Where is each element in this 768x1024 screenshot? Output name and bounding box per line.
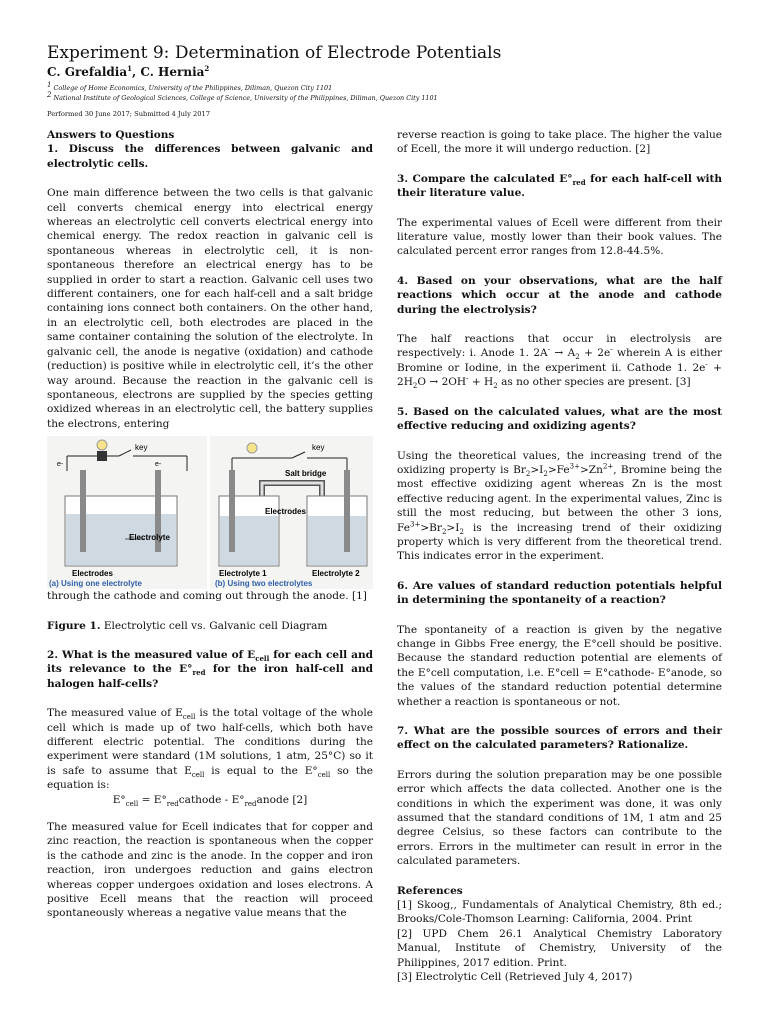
- a5-superscript: 2+: [602, 462, 614, 471]
- a5-part: >Fe: [547, 463, 570, 476]
- q2-subscript: cell: [255, 654, 270, 664]
- submission-dates: Performed 30 June 2017; Submitted 4 July 2017: [47, 110, 210, 118]
- a5-part: Using the theoretical values, the increasing trend of the oxidizing property is Br: [397, 449, 722, 476]
- q2-part: for the iron half-cell and halogen half-cells?: [47, 663, 374, 690]
- electrolyte-1-solution: [220, 516, 278, 565]
- a5-part: >Br: [420, 521, 442, 534]
- reference-3: [3] Electrolytic Cell (Retrieved July 4, 2017): [397, 971, 633, 984]
- a5-part: >I: [530, 463, 544, 476]
- question-5: 5. Based on the calculated values, what are the most effective reducing and oxidizing agents?: [397, 405, 722, 433]
- a4-subscript: 2: [493, 382, 498, 391]
- salt-bridge-label: Salt bridge: [285, 469, 327, 479]
- a4-part: + 2H: [397, 361, 722, 389]
- question-1: 1. Discuss the differences between galvanic and electrolytic cells.: [47, 143, 373, 170]
- electrolyte-label: Electrolyte: [129, 533, 170, 543]
- eq-subscript: red: [244, 799, 257, 808]
- a5-part: is the increasing trend of their oxidizing property which is very different from the theoretical trend. This indicates error in the experiment.: [397, 521, 722, 563]
- q3-part: for each half-cell with their literature value.: [397, 172, 722, 200]
- reference-2: [2] UPD Chem 26.1 Analytical Chemistry Laboratory Manual, Institute of Chemistry, University of the Philippines, 2017 edition. Print.: [397, 927, 722, 969]
- electrodes-label-a: Electrodes: [72, 569, 113, 579]
- affiliation-1-text: College of Home Economics, University of the Philippines, Diliman, Quezon City 1101: [53, 84, 333, 92]
- author-separator: ,: [132, 65, 141, 79]
- a5-subscript: 2: [441, 527, 447, 536]
- a4-subscript: 2: [575, 353, 580, 362]
- eq-subscript: cell: [125, 799, 139, 808]
- a2-part: The measured value of E: [47, 707, 183, 720]
- answer-5: [397, 449, 722, 564]
- a4-superscript: -: [610, 345, 613, 354]
- author-2-affiliation: 2: [204, 64, 210, 73]
- electrolyte-2-solution: [308, 516, 366, 565]
- a5-part: >Zn: [579, 463, 603, 476]
- eq-part: E°: [112, 793, 126, 806]
- bulb-icon: [97, 440, 107, 450]
- affiliation-2: [47, 90, 727, 103]
- electrode: [344, 470, 350, 552]
- electrolyte-2-label: Electrolyte 2: [312, 569, 360, 579]
- a4-part: as no other species are present. [3]: [497, 376, 691, 389]
- cell-diagram: [47, 436, 373, 589]
- electron-label: e-: [57, 461, 64, 469]
- a4-part: → A: [550, 347, 576, 360]
- a4-superscript: -: [547, 345, 551, 354]
- question-6: 6. Are values of standard reduction potentials helpful in determining the spontaneity of a reaction?: [397, 579, 722, 607]
- question-3: [397, 172, 722, 201]
- affiliation-2-mark: 2: [47, 90, 52, 99]
- battery-icon: [97, 451, 107, 461]
- electrolytic-cell-diagram: [47, 436, 207, 589]
- affiliation-1: [47, 80, 727, 93]
- a2-part: is the total voltage of the whole cell which is made up of two half-cells, which both have different electric potential. The conditions during the experiment were standard (1M solutions, 1 atm, 25°C) so it is safe to assume that E: [47, 707, 373, 777]
- cell-equation: [47, 793, 373, 807]
- references-heading: References: [397, 884, 463, 897]
- answer-4: [397, 332, 722, 390]
- answer-3: The experimental values of Ecell were different from their literature value, mostly lower than their book values. The calculated percent error ranges from 12.8-44.5%.: [397, 216, 722, 258]
- electrode: [229, 470, 235, 552]
- subcaption-b: (b) Using two electrolytes: [215, 579, 313, 589]
- paper-title: Experiment 9: Determination of Electrode Potentials: [47, 43, 502, 63]
- answer-2-body: The measured value for Ecell indicates that for copper and zinc reaction, the reaction is spontaneous when the copper is the cathode and zinc is the anode. In the copper and iron reaction, iron undergoes reduction and gains electron whereas copper undergoes oxidation and loses electrons. A positive Ecell means that the reaction will proceed spontaneously whereas a negative value means that the: [47, 821, 373, 920]
- electrode: [80, 470, 86, 552]
- q2-subscript: red: [192, 668, 206, 678]
- q3-part: 3. Compare the calculated E°: [397, 172, 573, 185]
- question-7: 7. What are the possible sources of errors and their effect on the calculated parameters? Rationalize.: [397, 725, 722, 752]
- a4-part: + 2e: [579, 347, 611, 360]
- figure-1: [47, 436, 373, 589]
- reference-1: [1] Skoog,, Fundamentals of Analytical Chemistry, 8th ed.; Brooks/Cole-Thomson Learning: California, 2004. Print: [397, 899, 722, 926]
- a2-subscript: cell: [182, 713, 196, 722]
- eq-part: = E°: [138, 793, 167, 806]
- paper-header: [47, 42, 727, 118]
- a5-superscript: 3+: [569, 462, 580, 471]
- figure-caption: [47, 619, 373, 633]
- key-label-a: key: [135, 443, 148, 453]
- figure-label: Figure 1.: [47, 619, 101, 632]
- author-2: C. Hernia: [140, 65, 205, 79]
- answer-2: [47, 706, 373, 792]
- a4-part: wherein A is either Bromine or Iodine, in the experiment ii. Cathode 1. 2e: [397, 347, 722, 374]
- figure-caption-text: Electrolytic cell vs. Galvanic cell Diagram: [100, 619, 328, 632]
- a4-part: O → 2OH: [417, 376, 467, 389]
- q2-part: 2. What is the measured value of E: [47, 648, 256, 661]
- eq-subscript: red: [166, 799, 179, 808]
- a4-superscript: -: [705, 360, 708, 369]
- left-column: [47, 128, 373, 921]
- a4-subscript: 2: [412, 382, 418, 391]
- answer-1: One main difference between the two cells is that galvanic cell converts chemical energy into electrical energy whereas an electrolytic cell converts electrical energy into chemical energy. The redox reaction in galvanic cell is spontaneous whereas in electrolytic cell, it is non-spontaneous therefore an electrical energy has to be supplied in order to start a reaction. Galvanic cell uses two different containers, one for each half-cell and a salt bridge containing ions connect both containers. On the other hand, in an electrolytic cell, both electrodes are placed in the same container containing the solution of the electrolyte. In galvanic cell, the anode is negative (oxidation) and cathode (reduction) is positive while in electrolytic cell, it’s the other way around. Because the reaction in the galvanic cell is spontaneous, electrons are supplied by the species getting oxidized whereas in an electrolytic cell, the battery supplies the electrons, entering: [47, 187, 373, 430]
- a5-superscript: 3+: [409, 520, 421, 529]
- a2-subscript: cell: [317, 770, 331, 779]
- key-label-b: key: [312, 443, 325, 453]
- a4-superscript: -: [466, 374, 469, 383]
- affiliation-2-text: National Institute of Geological Sciences, College of Science, University of the Philippines, Diliman, Quezon City 1101: [53, 94, 438, 102]
- author-1: C. Grefaldia: [47, 65, 128, 79]
- a5-subscript: 2: [459, 527, 464, 536]
- a5-subscript: 2: [525, 470, 531, 479]
- answer-2-tail: reverse reaction is going to take place. The higher the value of Ecell, the more it will undergo reduction. [2]: [397, 129, 722, 156]
- a5-part: , Bromine being the most effective oxidizing agent whereas Zn is the most effective reducing agent. In the experimental values, Zinc is still the most reducing, but between the other 3 ions, Fe: [397, 463, 722, 534]
- affiliation-1-mark: 1: [47, 80, 52, 89]
- electron-label: e-: [155, 461, 162, 469]
- author-1-affiliation: 1: [127, 64, 132, 73]
- answers-heading: Answers to Questions: [47, 129, 175, 141]
- a2-part: so the equation is:: [47, 764, 373, 792]
- right-column: [397, 128, 722, 985]
- bulb-icon: [247, 443, 257, 453]
- q2-part: for each cell and its relevance to the E°: [47, 648, 373, 676]
- eq-part: cathode - E°: [178, 793, 245, 806]
- answer-1-continued: through the cathode and coming out through the anode. [1]: [47, 590, 367, 603]
- question-2: [47, 648, 373, 691]
- a4-part: + H: [468, 376, 494, 389]
- electrolyte-1-label: Electrolyte 1: [219, 569, 267, 579]
- question-4: 4. Based on your observations, what are the half reactions which occur at the anode and cathode during the electrolysis?: [397, 274, 722, 316]
- answer-7: Errors during the solution preparation may be one possible error which affects the data collected. Another one is the conditions in which the experiment was done, it was only assumed that the standard conditions of 1M, 1 atm and 25 degree Celsius, so these factors can contribute to the errors. Errors in the multimeter can result in error in the calculated parameters.: [397, 768, 722, 868]
- answer-6: The spontaneity of a reaction is given by the negative change in Gibbs Free energy, the E°cell should be positive. Because the standard reduction potential are elements of the E°cell computation, i.e. E°cell = E°cathode- E°anode, so the values of the standard reduction potential determine whether a reaction is spontaneous or not.: [397, 623, 722, 708]
- a4-part: The half reactions that occur in electrolysis are respectively: i. Anode 1. 2A: [397, 333, 722, 360]
- author-line: [47, 65, 727, 79]
- a5-part: >I: [446, 521, 460, 534]
- a5-subscript: 2: [543, 470, 548, 479]
- eq-part: anode [2]: [256, 793, 308, 806]
- electrodes-label-b: Electrodes: [265, 507, 306, 517]
- references: [397, 884, 722, 985]
- subcaption-a: (a) Using one electrolyte: [49, 579, 142, 589]
- a2-subscript: cell: [191, 770, 205, 779]
- a2-part: is equal to the E°: [204, 764, 318, 777]
- q3-subscript: red: [572, 177, 586, 187]
- galvanic-cell-diagram: [210, 436, 373, 589]
